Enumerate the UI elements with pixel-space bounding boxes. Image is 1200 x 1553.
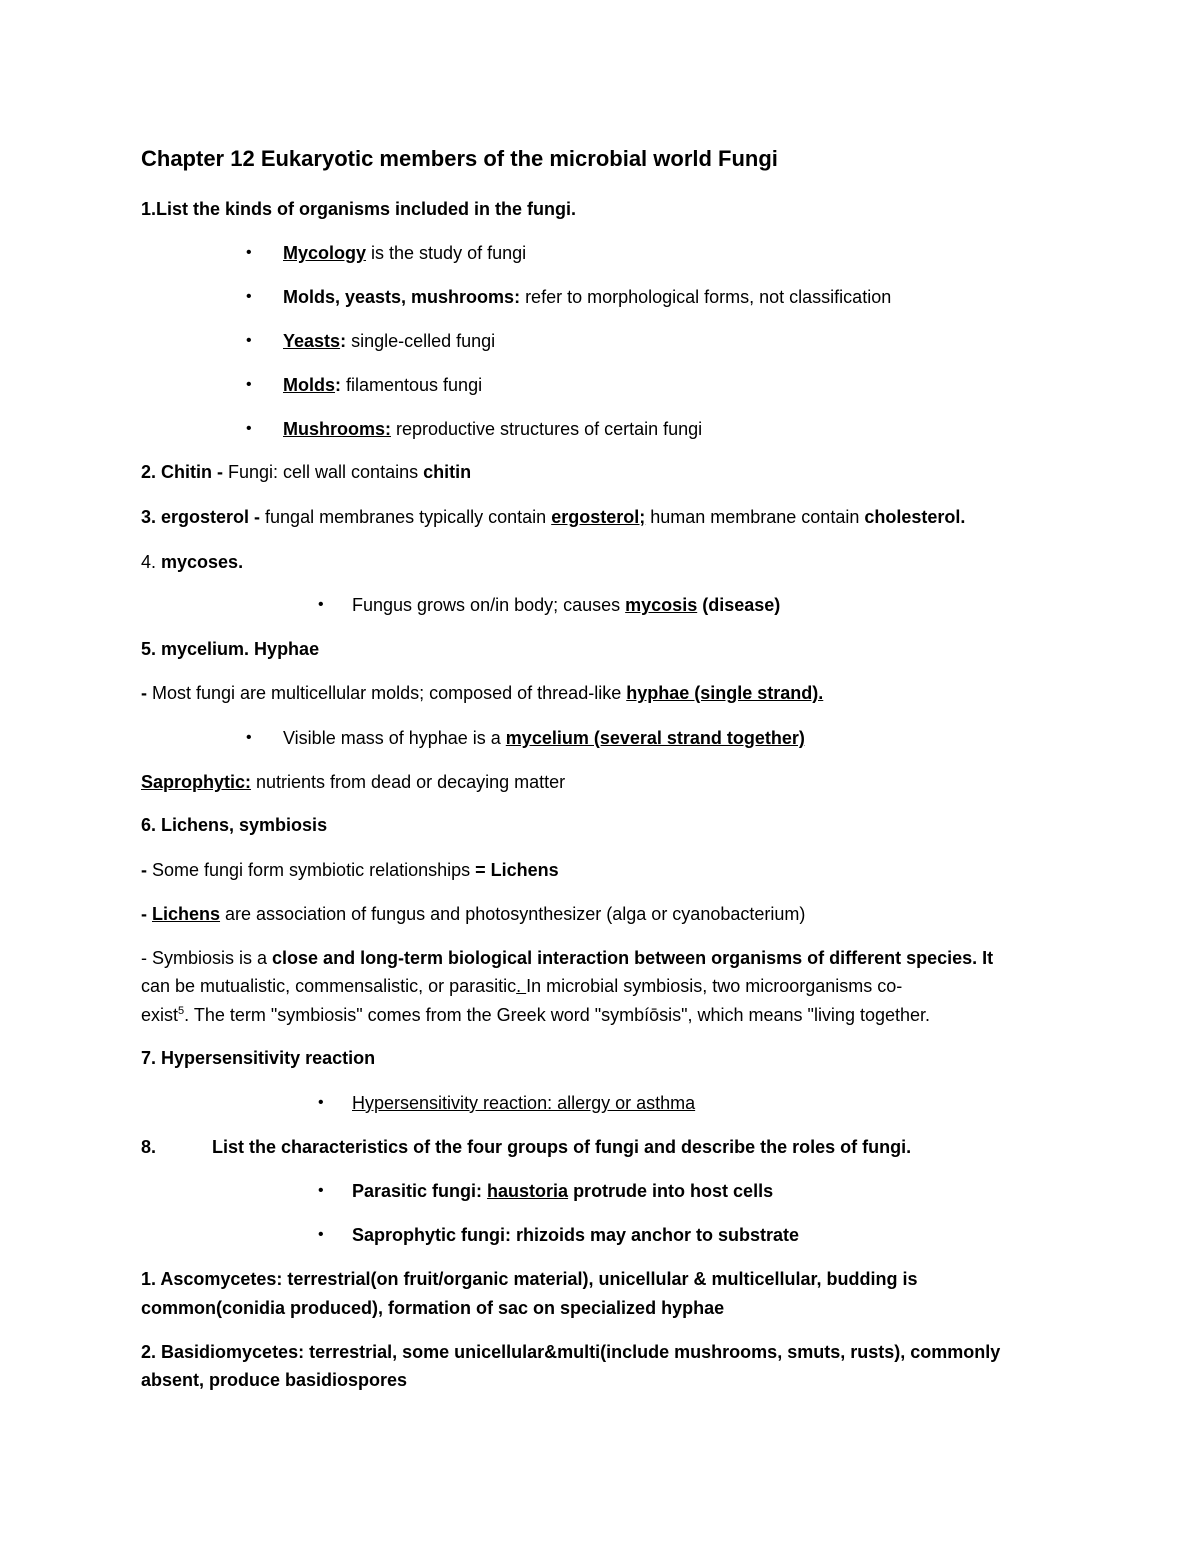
list-item: Mycology is the study of fungi [283, 243, 527, 263]
paragraph-ascomycetes: 1. Ascomycetes: terrestrial(on fruit/organic material), unicellular & multicellular, budding is [141, 1269, 918, 1289]
bullet-icon: • [246, 244, 252, 261]
bullet-icon: • [246, 288, 252, 305]
paragraph: Saprophytic: nutrients from dead or decaying matter [141, 772, 566, 792]
bullet-icon: • [318, 1182, 324, 1199]
list-item: Molds, yeasts, mushrooms: refer to morphological forms, not classification [283, 287, 892, 307]
list-item: Fungus grows on/in body; causes mycosis (disease) [352, 595, 781, 615]
paragraph: - Most fungi are multicellular molds; composed of thread-like hyphae (single strand). [141, 683, 824, 703]
list-item: Parasitic fungi: haustoria protrude into host cells [352, 1181, 774, 1201]
question-2: 2. Chitin - Fungi: cell wall contains chitin [141, 462, 472, 482]
bullet-icon: • [246, 332, 252, 349]
question-5: 5. mycelium. Hyphae [141, 639, 320, 659]
question-3: 3. ergosterol - fungal membranes typically contain ergosterol; human membrane contain cholesterol. [141, 507, 966, 527]
question-4: 4. mycoses. [141, 552, 244, 572]
paragraph: - Some fungi form symbiotic relationships = Lichens [141, 860, 559, 880]
paragraph-ascomycetes: common(conidia produced), formation of sac on specialized hyphae [141, 1298, 725, 1318]
question-8: 8. List the characteristics of the four groups of fungi and describe the roles of fungi. [141, 1137, 912, 1157]
bullet-icon: • [318, 596, 324, 613]
paragraph-basidiomycetes: absent, produce basidiospores [141, 1370, 408, 1390]
bullet-icon: • [318, 1094, 324, 1111]
paragraph-basidiomycetes: 2. Basidiomycetes: terrestrial, some unicellular&multi(include mushrooms, smuts, rusts), commonly [141, 1342, 1001, 1362]
question-1: 1.List the kinds of organisms included in the fungi. [141, 199, 577, 219]
bullet-icon: • [318, 1226, 324, 1243]
list-item: Saprophytic fungi: rhizoids may anchor to substrate [352, 1225, 800, 1245]
page-title: Chapter 12 Eukaryotic members of the microbial world Fungi [141, 146, 778, 171]
list-item: Yeasts: single-celled fungi [283, 331, 496, 351]
list-item: Molds: filamentous fungi [283, 375, 483, 395]
bullet-icon: • [246, 420, 252, 437]
list-item: Mushrooms: reproductive structures of certain fungi [283, 419, 703, 439]
list-item: Hypersensitivity reaction: allergy or asthma [352, 1093, 696, 1113]
question-6: 6. Lichens, symbiosis [141, 815, 328, 835]
paragraph: exist$^5$. The term "symbiosis" comes from the Greek word "symbíōsis", which means "living together. [141, 1005, 931, 1025]
paragraph: can be mutualistic, commensalistic, or parasitic. In microbial symbiosis, two microorganisms co- [141, 976, 903, 996]
bullet-icon: • [246, 376, 252, 393]
list-item: Visible mass of hyphae is a mycelium (several strand together) [283, 728, 805, 748]
paragraph: - Symbiosis is a close and long-term biological interaction between organisms of different species. It [141, 948, 994, 968]
bullet-icon: • [246, 729, 252, 746]
paragraph: - Lichens are association of fungus and photosynthesizer (alga or cyanobacterium) [141, 904, 806, 924]
question-7: 7. Hypersensitivity reaction [141, 1048, 376, 1068]
